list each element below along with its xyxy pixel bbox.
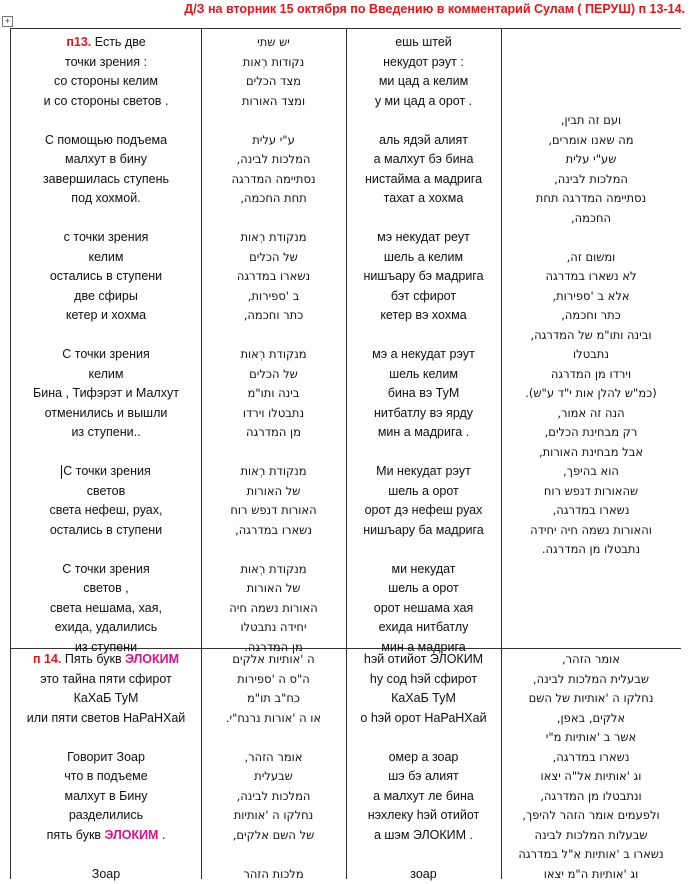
text-line: שהאורות דנפש רוח: [501, 482, 681, 502]
text-line: המלכות לבינה,: [201, 787, 346, 807]
text-line: המלכות לבינה,: [201, 150, 346, 170]
text-line: ехида нитбатлу: [346, 618, 501, 638]
text-line: ולפעמים אומר הזהר להיפך,: [501, 806, 681, 826]
text-line: ה"ס ה 'ספירות: [201, 670, 346, 690]
text-line: [11, 443, 201, 463]
text-line: [501, 72, 681, 92]
text-line: бэт сфирот: [346, 287, 501, 307]
text-line: והאורות נשמה חיה יחידה: [501, 521, 681, 541]
text-line: Говорит Зоар: [11, 748, 201, 768]
text-line: КаХаБ ТуМ: [346, 689, 501, 709]
text-line: [201, 111, 346, 131]
text-line: со стороны келим: [11, 72, 201, 92]
text-line: из ступени: [11, 638, 201, 658]
text-line: [201, 728, 346, 748]
text-line: hу сод hэй сфирот: [346, 670, 501, 690]
text-line: бина вэ ТуМ: [346, 384, 501, 404]
text-line: под хохмой.: [11, 189, 201, 209]
text-line: [346, 845, 501, 865]
text-line: шэ бэ алият: [346, 767, 501, 787]
text-line: остались в ступени: [11, 267, 201, 287]
text-line: тахат а хохма: [346, 189, 501, 209]
text-line: кетер и хохма: [11, 306, 201, 326]
text-line: две сфиры: [11, 287, 201, 307]
text-line: а малхут бэ бина: [346, 150, 501, 170]
text-line: ומצד האורות: [201, 92, 346, 112]
text-line: מן המדרגה.: [201, 638, 346, 658]
text-line: омер а зоар: [346, 748, 501, 768]
text-line: [346, 540, 501, 560]
text-line: келим: [11, 248, 201, 268]
section13-russian-column: [11, 33, 201, 657]
text-line: [346, 111, 501, 131]
text-line: נשארו במדרגה,: [201, 521, 346, 541]
text-line: אלא ב 'ספירות,: [501, 287, 681, 307]
text-line: шель а келим: [346, 248, 501, 268]
text-line: כתר וחכמה,: [201, 306, 346, 326]
text-line: [11, 111, 201, 131]
text-line: [201, 845, 346, 865]
text-line: шель а орот: [346, 579, 501, 599]
text-line: мэ некудат реут: [346, 228, 501, 248]
text-line: אומר הזהר,: [201, 748, 346, 768]
text-line: מלכות הזהר: [201, 865, 346, 884]
text-line: ע"י עלית: [201, 131, 346, 151]
text-line: ми цад а келим: [346, 72, 501, 92]
text-line: [201, 209, 346, 229]
text-line: [501, 228, 681, 248]
text-line: של האורות: [201, 482, 346, 502]
text-line: או ה 'אורות נרנח"י.: [201, 709, 346, 729]
text-line: С точки зрения: [11, 560, 201, 580]
text-line: (כמ"ש להלן אות י"ד ע"ש).: [501, 384, 681, 404]
text-line: נסתיימה המדרגה תחת: [501, 189, 681, 209]
text-line: אשר ב 'אותיות מ"י: [501, 728, 681, 748]
text-line: завершилась ступень: [11, 170, 201, 190]
text-line: мин а мадрига: [346, 638, 501, 658]
text-line: нитбатлу вэ ярду: [346, 404, 501, 424]
text-line: аль ядэй алият: [346, 131, 501, 151]
text-line: ми некудат: [346, 560, 501, 580]
section14-russian-column: [11, 650, 201, 884]
section14-first-line: п 14. Пять букв ЭЛОКИМ: [11, 650, 201, 670]
text-line: הוא בהיפך,: [501, 462, 681, 482]
text-line: נסתיימה המדרגה: [201, 170, 346, 190]
text-line: [346, 209, 501, 229]
text-line: של הכלים: [201, 365, 346, 385]
text-line: это тайна пяти сфирот: [11, 670, 201, 690]
text-line: [346, 326, 501, 346]
text-line: שבעלית: [201, 767, 346, 787]
text-line: или пяти светов НаРаНХай: [11, 709, 201, 729]
text-line: אלקים, באפן,: [501, 709, 681, 729]
text-line: зоар: [346, 865, 501, 884]
text-line: а малхут лe бина: [346, 787, 501, 807]
text-line: ונתבטלו מן המדרגה,: [501, 787, 681, 807]
text-line: С точки зрения: [11, 462, 201, 482]
text-line: ועם זה תבין,: [501, 111, 681, 131]
text-line: תחת החכמה,: [201, 189, 346, 209]
section13-translit-column: [346, 33, 501, 657]
text-line: светов ,: [11, 579, 201, 599]
text-line: נתבטלו: [501, 345, 681, 365]
text-line: нишъару ба мадрига: [346, 521, 501, 541]
text-line: некудот рэут :: [346, 53, 501, 73]
text-line: света нешама, хая,: [11, 599, 201, 619]
text-line: [201, 540, 346, 560]
text-line: [201, 443, 346, 463]
text-line: у ми цад а орот .: [346, 92, 501, 112]
text-line: נשארו במדרגה: [201, 267, 346, 287]
text-line: света нефеш, руах,: [11, 501, 201, 521]
paragraph-number-13: п13.: [66, 35, 91, 49]
text-line: מצד הכלים: [201, 72, 346, 92]
text-line: Бина , Тифэрэт и Малхут: [11, 384, 201, 404]
text-line: светов: [11, 482, 201, 502]
text-line: келим: [11, 365, 201, 385]
text-line: מנקודת רְאות: [201, 345, 346, 365]
text-line: Зоар: [11, 865, 201, 884]
text-line: о hэй орот НаРаНХай: [346, 709, 501, 729]
text-line: ехида, удалились: [11, 618, 201, 638]
text-line: мэ а некудат рэут: [346, 345, 501, 365]
section14-hebrew-comment-column: [501, 650, 681, 884]
text-line: [201, 326, 346, 346]
text-line: נחלקו ה 'אותיות של השם: [501, 689, 681, 709]
text-line: של האורות: [201, 579, 346, 599]
text-line: [11, 845, 201, 865]
text-line: נשארו במדרגה,: [501, 501, 681, 521]
text-line: С точки зрения: [11, 345, 201, 365]
paragraph-number-14: п 14.: [33, 652, 61, 666]
text-line: нистайма а мадрига: [346, 170, 501, 190]
text-line: האורות נשמה חיה: [201, 599, 346, 619]
text-line: что в подъеме: [11, 767, 201, 787]
text-line: מן המדרגה: [201, 423, 346, 443]
text-line: נקודות רְאות: [201, 53, 346, 73]
text-line: מנקודת רְאות: [201, 228, 346, 248]
text-line: нэхлеку hэй отийот: [346, 806, 501, 826]
text-line: וג 'אותיות ה"מ יצאו: [501, 865, 681, 884]
text-line: האורות דנפש רוח: [201, 501, 346, 521]
text-line: [501, 92, 681, 112]
text-line: נשארו במדרגה,: [501, 748, 681, 768]
text-line: [501, 33, 681, 53]
text-line: ה 'אותיות אלקים: [201, 650, 346, 670]
text-line: а шэм ЭЛОКИМ .: [346, 826, 501, 846]
text-line: נחלקו ה 'אותיות: [201, 806, 346, 826]
text-line: Ми некудат рэут: [346, 462, 501, 482]
section14-translit-column: [346, 650, 501, 884]
elokim-word: ЭЛОКИМ: [105, 828, 159, 842]
text-line: с точки зрения: [11, 228, 201, 248]
text-line: КаХаБ ТуМ: [11, 689, 201, 709]
text-line: וירדו מן המדרגה: [501, 365, 681, 385]
text-line: [11, 209, 201, 229]
text-line: שבעלות המלכות לבינה: [501, 826, 681, 846]
text-line: הנה זה אמור,: [501, 404, 681, 424]
section13-hebrew-column: [201, 33, 346, 657]
text-line: כתר וחכמה,: [501, 306, 681, 326]
text-line: из ступени..: [11, 423, 201, 443]
text-line: אבל מבחינת האורות,: [501, 443, 681, 463]
text-line: של השם אלקים,: [201, 826, 346, 846]
text-line: [501, 53, 681, 73]
text-line: ב 'ספירות,: [201, 287, 346, 307]
text-line: מנקודת רְאות: [201, 462, 346, 482]
text-line: пять букв ЭЛОКИМ .: [11, 826, 201, 846]
text-line: шель келим: [346, 365, 501, 385]
text-line: בינה ותו"מ: [201, 384, 346, 404]
text-line: כח"ב תו"מ: [201, 689, 346, 709]
text-line: малхут в бину: [11, 150, 201, 170]
elokim-word: ЭЛОКИМ: [125, 652, 179, 666]
text-line: hэй отийот ЭЛОКИМ: [346, 650, 501, 670]
text-line: של הכלים: [201, 248, 346, 268]
text-line: нишъару бэ мадрига: [346, 267, 501, 287]
section13-first-line: п13. Есть две: [11, 33, 201, 53]
text-line: שבעלית המלכות לבינה,: [501, 670, 681, 690]
text-line: отменились и вышли: [11, 404, 201, 424]
text-line: точки зрения :: [11, 53, 201, 73]
text-cursor: [61, 465, 62, 479]
text-line: רק מבחינת הכלים,: [501, 423, 681, 443]
text-line: орот дэ нефеш руах: [346, 501, 501, 521]
text-line: החכמה,: [501, 209, 681, 229]
text-line: המלכות לבינה,: [501, 170, 681, 190]
text-line: остались в ступени: [11, 521, 201, 541]
text-line: ешь штей: [346, 33, 501, 53]
text-line: С помощью подъема: [11, 131, 201, 151]
text-line: ובינה ותו"מ של המדרגה,: [501, 326, 681, 346]
text-line: יש שתי: [201, 33, 346, 53]
text-line: малхут в Бину: [11, 787, 201, 807]
text-line: кетер вэ хохма: [346, 306, 501, 326]
text-line: יחידה נתבטלו: [201, 618, 346, 638]
text-line: [11, 540, 201, 560]
text-line: מנקודת רְאות: [201, 560, 346, 580]
text-line: разделились: [11, 806, 201, 826]
text-line: וג 'אותיות אל"ה יצאו: [501, 767, 681, 787]
text-line: נתבטלו מן המדרגה.: [501, 540, 681, 560]
text-line: [11, 728, 201, 748]
table-move-handle-icon[interactable]: +: [2, 16, 13, 27]
text-line: מה שאנו אומרים,: [501, 131, 681, 151]
text-line: [11, 326, 201, 346]
text-line: נתבטלו וירדו: [201, 404, 346, 424]
text-line: [346, 728, 501, 748]
page-title: Д/З на вторник 15 октября по Введению в комментарий Сулам ( ПЕРУШ) п 13-14.: [0, 2, 685, 22]
text-line: נשארו ב 'אותיות א"ל במדרגה: [501, 845, 681, 865]
text-line: אומר הזהר,: [501, 650, 681, 670]
text-line: шель а орот: [346, 482, 501, 502]
text-line: мин а мадрига .: [346, 423, 501, 443]
text-line: орот нешама хая: [346, 599, 501, 619]
translation-table: [10, 28, 681, 879]
text-line: и со стороны светов .: [11, 92, 201, 112]
text-line: ומשום זה,: [501, 248, 681, 268]
text-line: [346, 443, 501, 463]
section13-hebrew-comment-column: [501, 33, 681, 560]
text-line: לא נשארו במדרגה: [501, 267, 681, 287]
section14-hebrew-column: [201, 650, 346, 884]
text-line: שע"י עלית: [501, 150, 681, 170]
